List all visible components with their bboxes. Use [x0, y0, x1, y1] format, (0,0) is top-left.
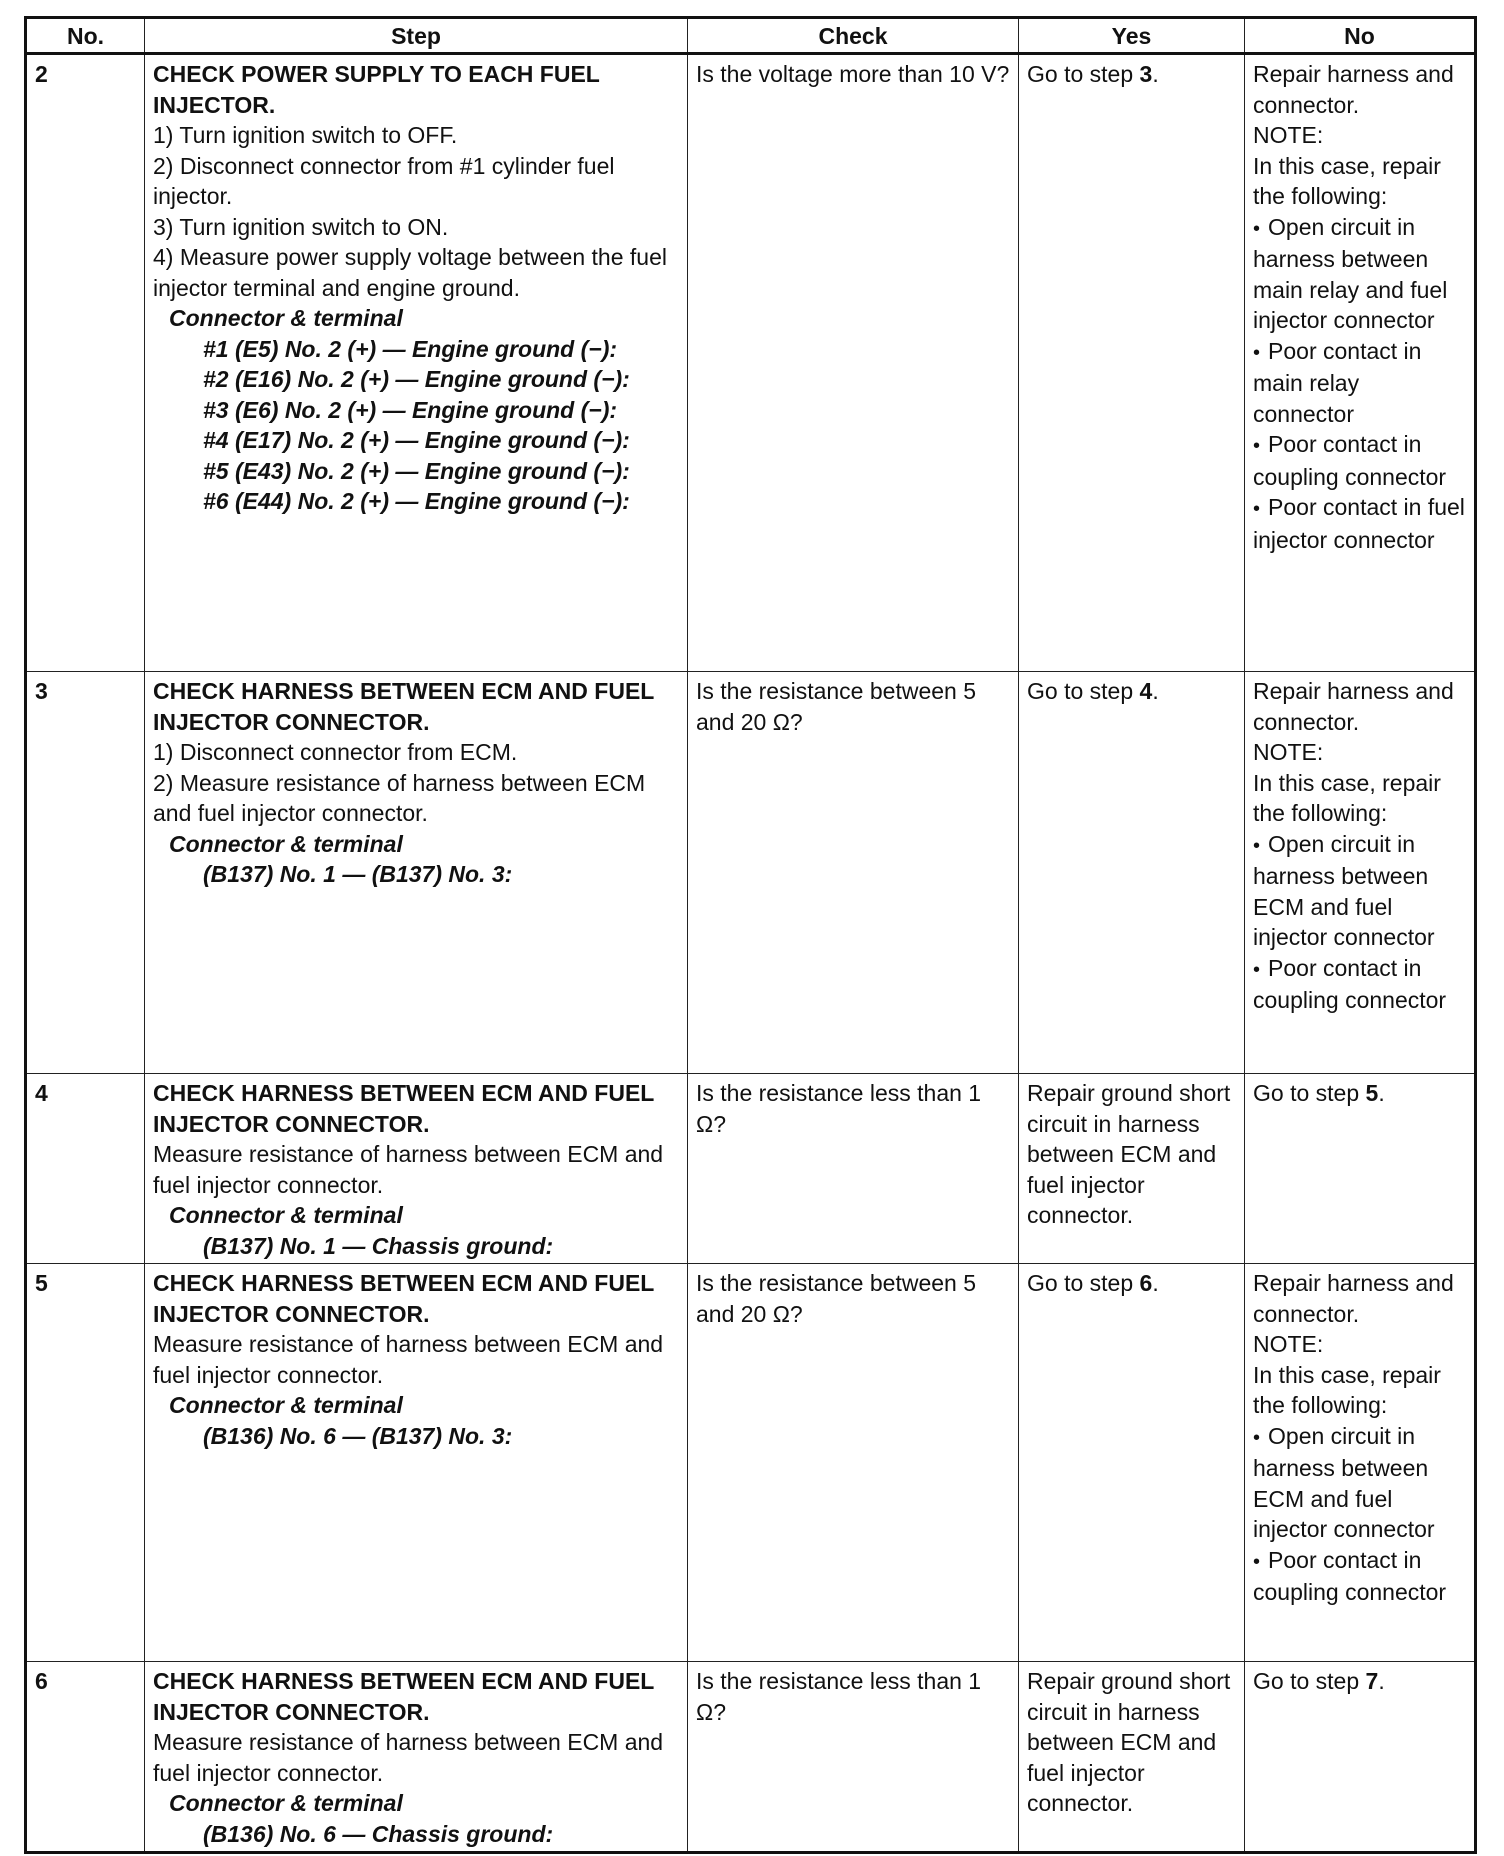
- terminal-spec: #3 (E6) No. 2 (+) — Engine ground (−):: [203, 396, 618, 423]
- step-number: 6: [26, 1662, 145, 1853]
- terminal-spec: (B137) No. 1 — Chassis ground:: [203, 1232, 554, 1259]
- step-number: 2: [26, 54, 145, 672]
- note-label: NOTE:: [1253, 122, 1324, 148]
- no-text: Repair harness and connector.: [1253, 678, 1454, 735]
- no-text: Repair harness and connector.: [1253, 61, 1454, 118]
- header-check: Check: [688, 18, 1019, 54]
- yes-cell: Repair ground short circuit in harness between ECM and fuel injector connector.: [1019, 1074, 1245, 1264]
- no-suffix: .: [1378, 1080, 1385, 1106]
- connector-label: Connector & terminal: [169, 830, 403, 857]
- no-step-number: 5: [1365, 1080, 1379, 1106]
- instruction: Measure resistance of harness between ECM and fuel injector connector.: [153, 1331, 664, 1388]
- connector-label: Connector & terminal: [169, 1790, 403, 1816]
- yes-cell: [1019, 672, 1245, 1074]
- instruction: 2) Disconnect connector from #1 cylinder fuel injector.: [153, 152, 615, 209]
- no-cell: [1245, 1662, 1476, 1853]
- yes-suffix: .: [1152, 61, 1159, 87]
- yes-cell: [1019, 1264, 1245, 1662]
- check-cell: Is the voltage more than 10 V?: [688, 54, 1019, 672]
- no-text: In this case, repair the following:: [1253, 152, 1441, 209]
- repair-item: • Open circuit in harness between main relay and fuel injector connector: [1253, 212, 1466, 336]
- terminal-spec: #1 (E5) No. 2 (+) — Engine ground (−):: [203, 335, 618, 362]
- step-title: CHECK HARNESS BETWEEN ECM AND FUEL INJECTOR CONNECTOR.: [153, 1270, 654, 1327]
- repair-item: • Poor contact in coupling connector: [1253, 1545, 1466, 1608]
- header-row: [26, 18, 1476, 54]
- table-row: [26, 1074, 1476, 1264]
- repair-item: • Poor contact in coupling connector: [1253, 953, 1466, 1016]
- no-cell: [1245, 1264, 1476, 1662]
- no-step-number: 7: [1365, 1668, 1379, 1694]
- yes-suffix: .: [1152, 1270, 1159, 1296]
- repair-item: • Open circuit in harness between ECM and fuel injector connector: [1253, 829, 1466, 953]
- terminal-spec: #2 (E16) No. 2 (+) — Engine ground (−):: [203, 366, 630, 392]
- instruction: Measure resistance of harness between ECM and fuel injector connector.: [153, 1141, 664, 1198]
- step-title: CHECK HARNESS BETWEEN ECM AND FUEL INJECTOR CONNECTOR.: [153, 1080, 654, 1137]
- note-label: NOTE:: [1253, 1331, 1324, 1357]
- header-no-result: No: [1245, 18, 1476, 54]
- yes-suffix: .: [1152, 678, 1159, 704]
- terminal-spec: #5 (E43) No. 2 (+) — Engine ground (−):: [203, 457, 630, 484]
- repair-item: • Poor contact in fuel injector connector: [1253, 492, 1466, 555]
- instruction: 1) Disconnect connector from ECM.: [153, 739, 518, 765]
- check-cell: Is the resistance less than 1 Ω?: [688, 1074, 1019, 1264]
- table-row: [26, 1264, 1476, 1662]
- check-cell: Is the resistance less than 1 Ω?: [688, 1662, 1019, 1853]
- step-cell: [145, 672, 688, 1074]
- no-cell: [1245, 1074, 1476, 1264]
- terminal-spec: (B136) No. 6 — (B137) No. 3:: [203, 1422, 513, 1449]
- step-number: 3: [26, 672, 145, 1074]
- instruction: Measure resistance of harness between ECM and fuel injector connector.: [153, 1729, 664, 1786]
- connector-label: Connector & terminal: [169, 1202, 403, 1228]
- no-text: Repair harness and connector.: [1253, 1270, 1454, 1327]
- table-row: [26, 54, 1476, 672]
- no-prefix: Go to step: [1253, 1080, 1366, 1106]
- no-prefix: Go to step: [1253, 1668, 1366, 1694]
- yes-step-number: 6: [1139, 1270, 1153, 1296]
- yes-cell: Repair ground short circuit in harness between ECM and fuel injector connector.: [1019, 1662, 1245, 1853]
- connector-label: Connector & terminal: [169, 1392, 403, 1418]
- yes-prefix: Go to step: [1027, 1270, 1140, 1296]
- step-number: 5: [26, 1264, 145, 1662]
- terminal-spec: #6 (E44) No. 2 (+) — Engine ground (−):: [203, 488, 630, 514]
- table-row: [26, 1662, 1476, 1853]
- step-cell: [145, 1074, 688, 1264]
- instruction: 2) Measure resistance of harness between ECM and fuel injector connector.: [153, 769, 646, 826]
- yes-step-number: 4: [1139, 678, 1153, 704]
- no-text: In this case, repair the following:: [1253, 769, 1441, 826]
- repair-item: • Poor contact in main relay connector: [1253, 336, 1466, 430]
- instruction: 4) Measure power supply voltage between the fuel injector terminal and engine ground.: [153, 244, 667, 301]
- terminal-spec: (B136) No. 6 — Chassis ground:: [203, 1820, 554, 1847]
- yes-prefix: Go to step: [1027, 678, 1140, 704]
- yes-cell: [1019, 54, 1245, 672]
- repair-item: • Open circuit in harness between ECM and fuel injector connector: [1253, 1421, 1466, 1545]
- connector-label: Connector & terminal: [169, 305, 403, 331]
- note-label: NOTE:: [1253, 739, 1324, 765]
- instruction: 3) Turn ignition switch to ON.: [153, 213, 449, 240]
- header-step: Step: [145, 18, 688, 54]
- step-title: CHECK HARNESS BETWEEN ECM AND FUEL INJECTOR CONNECTOR.: [153, 1668, 654, 1725]
- step-cell: [145, 1662, 688, 1853]
- step-number: 4: [26, 1074, 145, 1264]
- instruction: 1) Turn ignition switch to OFF.: [153, 122, 458, 148]
- terminal-spec: (B137) No. 1 — (B137) No. 3:: [203, 861, 513, 887]
- no-cell: [1245, 54, 1476, 672]
- terminal-spec: #4 (E17) No. 2 (+) — Engine ground (−):: [203, 427, 630, 453]
- step-cell: [145, 1264, 688, 1662]
- step-title: CHECK POWER SUPPLY TO EACH FUEL INJECTOR.: [153, 61, 600, 118]
- no-cell: [1245, 672, 1476, 1074]
- table-row: [26, 672, 1476, 1074]
- check-cell: Is the resistance between 5 and 20 Ω?: [688, 672, 1019, 1074]
- yes-step-number: 3: [1139, 61, 1153, 87]
- repair-item: • Poor contact in coupling connector: [1253, 429, 1466, 492]
- yes-prefix: Go to step: [1027, 61, 1140, 87]
- step-title: CHECK HARNESS BETWEEN ECM AND FUEL INJECTOR CONNECTOR.: [153, 678, 654, 735]
- header-no: No.: [26, 18, 145, 54]
- no-suffix: .: [1378, 1668, 1385, 1694]
- no-text: In this case, repair the following:: [1253, 1361, 1441, 1418]
- header-yes: Yes: [1019, 18, 1245, 54]
- step-cell: [145, 54, 688, 672]
- check-cell: Is the resistance between 5 and 20 Ω?: [688, 1264, 1019, 1662]
- diagnostic-table: [24, 16, 1477, 1854]
